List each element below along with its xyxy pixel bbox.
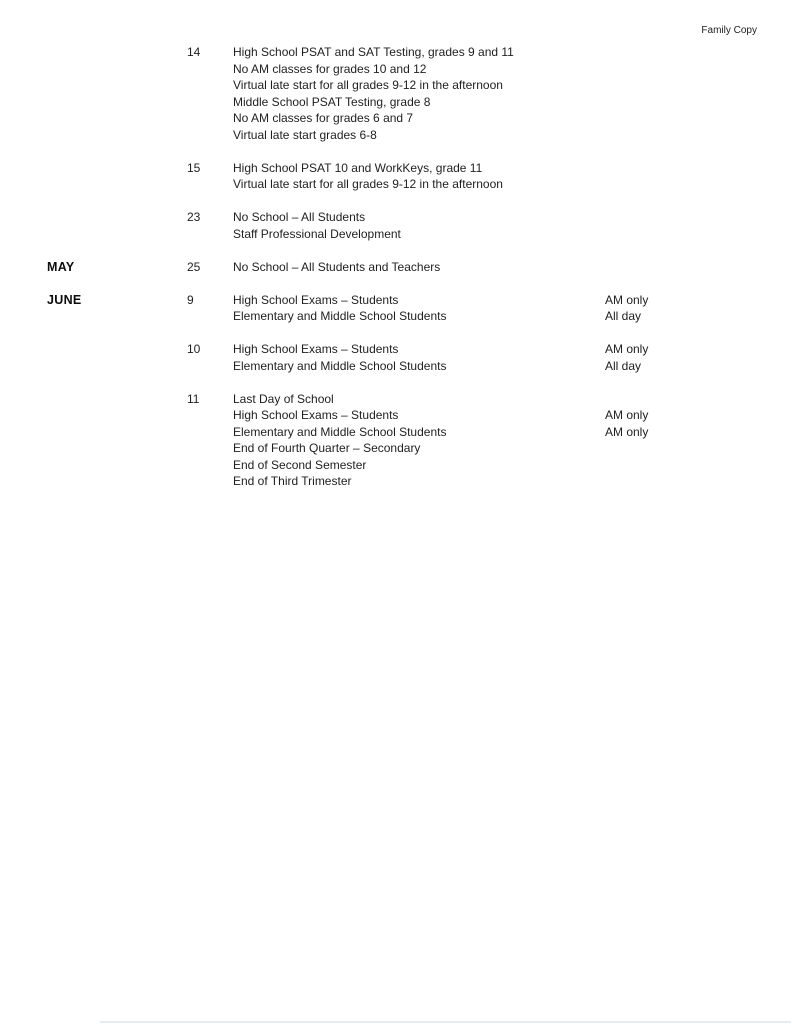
month-label [47, 209, 187, 226]
time-label [605, 160, 791, 177]
calendar-line [47, 473, 791, 490]
time-label [605, 176, 791, 193]
calendar-line [47, 226, 791, 243]
calendar-entry [47, 259, 791, 276]
day-number [187, 94, 233, 111]
month-label [47, 341, 187, 358]
day-number [187, 176, 233, 193]
calendar-line [47, 259, 791, 276]
month-label [47, 308, 187, 325]
month-label [47, 424, 187, 441]
event-text: End of Third Trimester [233, 474, 352, 488]
month-label [47, 226, 187, 243]
time-label [605, 77, 791, 94]
event-text: Last Day of School [233, 391, 334, 406]
time-label [605, 259, 791, 276]
event-text: Elementary and Middle School Students [233, 358, 447, 373]
event-text: Virtual late start grades 6-8 [233, 127, 377, 142]
month-label [47, 77, 187, 94]
calendar-line [47, 44, 791, 61]
calendar-entry [47, 341, 791, 374]
event-text: Elementary and Middle School Students [233, 309, 447, 323]
month-label [47, 44, 187, 61]
day-number [187, 440, 233, 457]
calendar-line [47, 209, 791, 226]
time-label [605, 391, 791, 408]
month-label [47, 473, 187, 490]
calendar-line [47, 391, 791, 408]
event-text: No AM classes for grades 10 and 12 [233, 61, 427, 76]
month-label [47, 127, 187, 144]
time-label: All day [605, 358, 642, 373]
month-label [47, 110, 187, 127]
day-number: 14 [187, 45, 201, 59]
day-number [187, 358, 233, 375]
calendar-line [47, 341, 791, 358]
month-label [47, 160, 187, 177]
day-number [187, 110, 233, 127]
day-number [187, 424, 233, 441]
calendar-line [47, 110, 791, 127]
event-text: High School Exams – Students [233, 292, 399, 307]
time-label [605, 94, 791, 111]
day-number: 10 [187, 342, 201, 356]
month-label: JUNE [47, 292, 82, 307]
day-number [187, 308, 233, 325]
time-label [605, 226, 791, 243]
time-label: AM only [605, 292, 649, 307]
event-text: No School – All Students and Teachers [233, 259, 441, 274]
time-label [605, 457, 791, 474]
month-label [47, 407, 187, 424]
calendar-entry [47, 391, 791, 490]
time-label [605, 209, 791, 226]
month-label [47, 440, 187, 457]
calendar-line [47, 457, 791, 474]
event-text: No School – All Students [233, 210, 366, 224]
day-number [187, 61, 233, 78]
time-label: AM only [605, 342, 649, 356]
day-number [187, 457, 233, 474]
time-label [605, 440, 791, 457]
page-bottom-divider [100, 1021, 791, 1023]
calendar-entry [47, 44, 791, 143]
calendar-line [47, 176, 791, 193]
calendar [47, 44, 791, 506]
day-number: 15 [187, 160, 201, 175]
time-label: AM only [605, 408, 649, 422]
day-number [187, 407, 233, 424]
calendar-entry [47, 209, 791, 242]
month-label [47, 176, 187, 193]
time-label: AM only [605, 424, 649, 439]
calendar-entry [47, 292, 791, 325]
month-label [47, 94, 187, 111]
month-label [47, 391, 187, 408]
calendar-line [47, 61, 791, 78]
month-label [47, 457, 187, 474]
month-label [47, 358, 187, 375]
time-label [605, 44, 791, 61]
calendar-line [47, 160, 791, 177]
month-label [47, 61, 187, 78]
calendar-line [47, 308, 791, 325]
time-label: All day [605, 309, 642, 323]
calendar-line [47, 358, 791, 375]
event-text: Elementary and Middle School Students [233, 424, 447, 439]
event-text: High School PSAT and SAT Testing, grades 9 and 11 [233, 45, 514, 59]
event-text: No AM classes for grades 6 and 7 [233, 111, 414, 125]
calendar-line [47, 94, 791, 111]
calendar-entry [47, 160, 791, 193]
event-text: Virtual late start for all grades 9-12 in the afternoon [233, 177, 503, 191]
time-label [605, 473, 791, 490]
day-number: 23 [187, 210, 201, 224]
calendar-line [47, 292, 791, 309]
time-label [605, 110, 791, 127]
day-number: 11 [187, 391, 200, 406]
day-number [187, 127, 233, 144]
event-text: High School PSAT 10 and WorkKeys, grade 11 [233, 160, 483, 175]
month-label: MAY [47, 259, 75, 274]
family-copy-label: Family Copy [701, 25, 757, 36]
day-number [187, 77, 233, 94]
event-text: End of Second Semester [233, 457, 367, 472]
day-number: 25 [187, 259, 201, 274]
event-text: Staff Professional Development [233, 226, 401, 241]
event-text: High School Exams – Students [233, 408, 399, 422]
event-text: High School Exams – Students [233, 342, 399, 356]
event-text: Virtual late start for all grades 9-12 in the afternoon [233, 78, 503, 92]
calendar-line [47, 424, 791, 441]
calendar-line [47, 77, 791, 94]
calendar-line [47, 440, 791, 457]
calendar-line [47, 127, 791, 144]
calendar-line [47, 407, 791, 424]
event-text: Middle School PSAT Testing, grade 8 [233, 94, 431, 109]
time-label [605, 127, 791, 144]
day-number [187, 473, 233, 490]
event-text: End of Fourth Quarter – Secondary [233, 441, 421, 455]
time-label [605, 61, 791, 78]
day-number [187, 226, 233, 243]
day-number: 9 [187, 292, 194, 307]
